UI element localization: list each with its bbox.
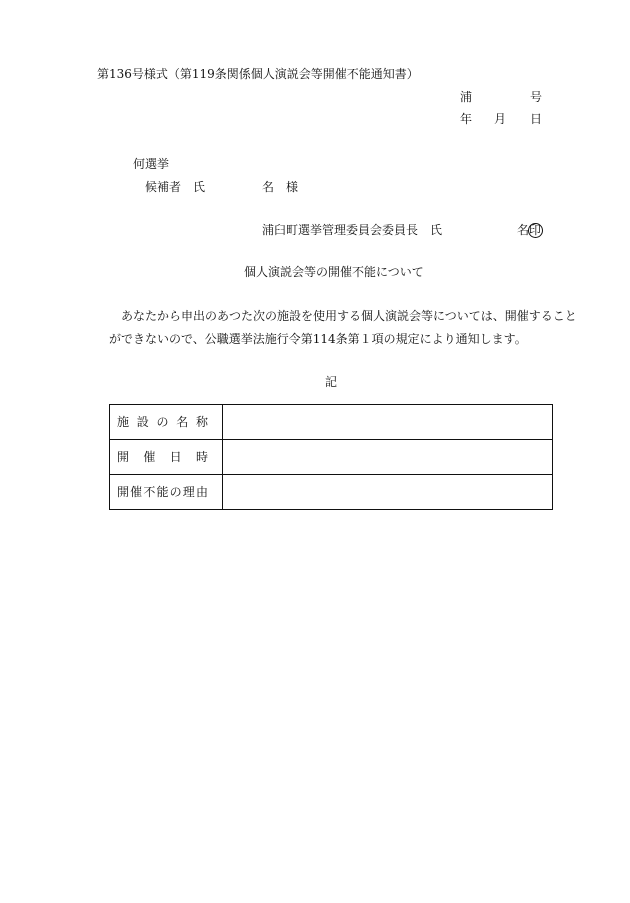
event-datetime-value[interactable] xyxy=(223,440,553,475)
body-line-1: あなたから申出のあつた次の施設を使用する個人演説会等については、開催すること xyxy=(121,309,577,323)
label-char: の xyxy=(169,485,182,499)
label-char: 日 xyxy=(169,450,182,464)
label-char: 施 xyxy=(117,415,130,429)
issue-number-prefix: 浦 xyxy=(460,90,473,104)
issue-number-suffix: 号 xyxy=(530,90,543,104)
candidate-label: 候補者 氏 xyxy=(145,180,206,194)
sender-name xyxy=(517,224,541,236)
label-char: 能 xyxy=(156,485,169,499)
label-char: の xyxy=(156,415,169,429)
candidate-name-suffix: 名 様 xyxy=(262,180,299,194)
label-char: 称 xyxy=(195,415,208,429)
table-row xyxy=(110,405,553,440)
event-datetime-label xyxy=(110,440,223,475)
label-char: 開 xyxy=(117,450,130,464)
label-char: 催 xyxy=(130,485,143,499)
seal-mark: 印 xyxy=(529,223,542,237)
facility-name-value[interactable] xyxy=(223,405,553,440)
document-subject: 個人演説会等の開催不能について xyxy=(244,265,424,279)
table-row xyxy=(110,440,553,475)
label-char: 時 xyxy=(195,450,208,464)
sender-name-suffix: 名 xyxy=(517,223,530,237)
label-char: 設 xyxy=(136,415,149,429)
date-day: 日 xyxy=(530,112,543,126)
details-table xyxy=(109,404,553,510)
label-char: 開 xyxy=(117,485,130,499)
label-char: 名 xyxy=(176,415,189,429)
ki-heading: 記 xyxy=(325,375,338,389)
label-char: 催 xyxy=(143,450,156,464)
form-title: 第136号様式（第119条関係個人演説会等開催不能通知書） xyxy=(97,67,419,81)
facility-name-label xyxy=(110,405,223,440)
label-char: 不 xyxy=(143,485,156,499)
cancellation-reason-value[interactable] xyxy=(223,475,553,510)
label-char: 由 xyxy=(195,485,208,499)
label-char: 理 xyxy=(182,485,195,499)
body-line-2: ができないので、公職選挙法施行令第114条第１項の規定により通知します。 xyxy=(109,332,527,346)
election-name: 何選挙 xyxy=(133,157,170,171)
cancellation-reason-label xyxy=(110,475,223,510)
table-row xyxy=(110,475,553,510)
sender-title: 浦臼町選挙管理委員会委員長 氏 xyxy=(262,223,443,237)
date-year: 年 xyxy=(460,112,473,126)
date-month: 月 xyxy=(494,112,507,126)
